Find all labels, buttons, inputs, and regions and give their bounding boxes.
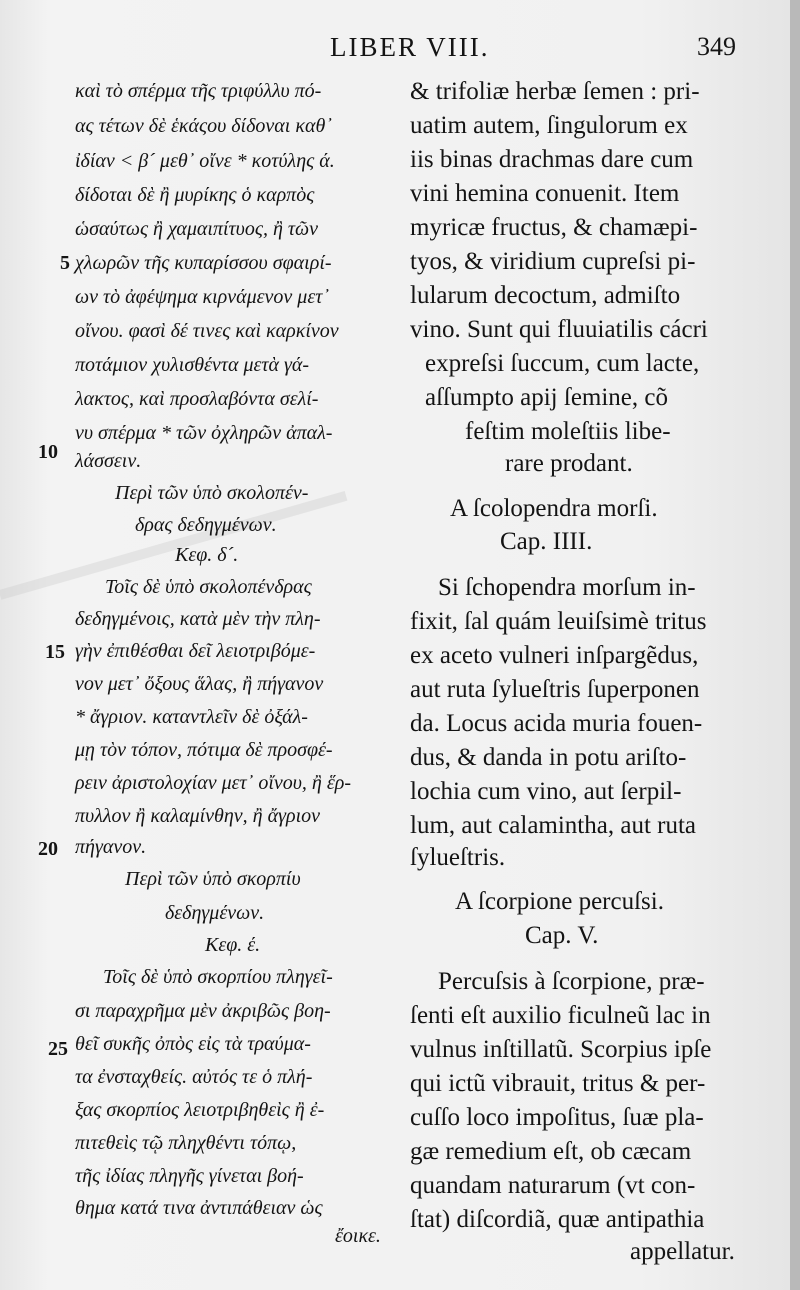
greek-line: δεδηγμένοις, κατὰ μὲν τὴν πλη- — [75, 608, 321, 630]
greek-line: χλωρῶν τῆς κυπαρίσσου σφαιρί- — [75, 252, 332, 274]
latin-line: vini hemina conuenit. Item — [410, 180, 680, 207]
greek-line: τῆς ἰδίας πληγῆς γίνεται βοή- — [75, 1165, 304, 1187]
latin-line: quandam naturarum (vt con- — [410, 1172, 696, 1199]
latin-line: vulnus inſtillatũ. Scorpius ipſe — [410, 1036, 712, 1063]
greek-line: * ἄγριον. καταντλεῖν δὲ ὀξάλ- — [75, 706, 308, 728]
latin-line: da. Locus acida muria fouen- — [410, 710, 703, 737]
latin-chapter-number: Cap. V. — [525, 922, 599, 949]
greek-line: θεῖ συκῆς ὀπὸς εἰς τὰ τραύμα- — [75, 1033, 311, 1055]
greek-line: τα ἐνσταχθείς. αὐτός τε ὁ πλή- — [75, 1066, 313, 1088]
latin-line: ſtat) diſcordiã, quæ antipathia — [410, 1206, 705, 1233]
greek-line: θημα κατά τινα ἀντιπάθειαν ὡς — [75, 1197, 323, 1219]
greek-chapter-number: Κεφ. έ. — [205, 934, 261, 956]
greek-line: ξας σκορπίος λειοτριβηθεὶς ἢ ἐ- — [75, 1099, 325, 1121]
greek-line: γὴν ἐπιθέσθαι δεῖ λειοτριβόμε- — [75, 640, 316, 662]
greek-chapter-title: Περὶ τῶν ὑπὸ σκολοπέν- — [115, 482, 309, 504]
latin-chapter-number: Cap. IIII. — [500, 528, 593, 555]
line-number: 5 — [60, 252, 70, 274]
latin-line: lularum decoctum, admiſto — [410, 282, 681, 309]
greek-chapter-title: δεδηγμένων. — [165, 902, 265, 924]
latin-line: appellatur. — [630, 1238, 735, 1265]
line-number: 20 — [38, 838, 58, 860]
page-header — [0, 28, 800, 68]
line-number: 25 — [48, 1038, 68, 1060]
latin-line: Percuſsis à ſcorpione, præ- — [438, 968, 705, 995]
greek-line: πιτεθεὶς τῷ πληχθέντι τόπῳ, — [75, 1132, 297, 1154]
greek-chapter-number: Κεφ. δ´. — [175, 544, 239, 566]
greek-line: οἴνου. φασὶ δέ τινες καὶ καρκίνον — [75, 320, 339, 342]
latin-line: gæ remedium eſt, ob cæcam — [410, 1138, 692, 1165]
latin-line: ſylueſtris. — [410, 844, 506, 871]
line-number: 10 — [38, 441, 58, 463]
latin-line: lum, aut calamintha, aut ruta — [410, 812, 697, 839]
greek-line: Τοῖς δὲ ὑπὸ σκορπίου πληγεῖ- — [103, 966, 333, 988]
latin-line: cuſſo loco impoſitus, ſuæ pla- — [410, 1104, 704, 1131]
greek-line: πήγανον. — [75, 836, 147, 858]
greek-chapter-title: Περὶ τῶν ὑπὸ σκορπίυ — [125, 868, 301, 890]
latin-line: ſenti eſt auxilio ficulneũ lac in — [410, 1002, 711, 1029]
latin-line: uatim autem, ſingulorum ex — [410, 112, 688, 139]
latin-chapter-title: A ſcolopendra morſi. — [450, 495, 658, 522]
latin-line: aut ruta ſylueſtris ſuperponen — [410, 676, 700, 703]
greek-line: ἰδίαν < β´ μεθ᾽ οἴνε * κοτύλης ά. — [75, 150, 335, 172]
greek-line: δίδοται δὲ ἢ μυρίκης ὁ καρπὸς — [75, 184, 315, 206]
latin-line: rare prodant. — [505, 450, 633, 477]
page-number: 349 — [697, 32, 736, 61]
greek-line: λάσσειν. — [75, 450, 142, 472]
greek-line: ας τέτων δὲ ἑκάςου δίδοναι καθ᾽ — [75, 115, 332, 137]
greek-line: ἔοικε. — [335, 1225, 381, 1247]
latin-line: tyos, & viridium cupreſsi pi- — [410, 248, 696, 275]
latin-line: dus, & danda in potu ariſto- — [410, 744, 687, 771]
greek-line: Τοῖς δὲ ὑπὸ σκολοπένδρας — [105, 576, 312, 598]
greek-line: ὡσαύτως ἢ χαμαιπίτυος, ἢ τῶν — [75, 218, 319, 240]
greek-line: μῃ τὸν τόπον, πότιμα δὲ προσφέ- — [75, 739, 333, 761]
greek-line: σι παραχρῆμα μὲν ἀκριβῶς βοη- — [75, 1000, 331, 1022]
latin-line: & trifoliæ herbæ ſemen : pri- — [410, 78, 700, 105]
greek-line: νυ σπέρμα * τῶν ὀχληρῶν ἀπαλ- — [75, 422, 333, 444]
greek-line: λακτος, καὶ προσλαβόντα σελί- — [75, 388, 319, 410]
latin-line: iis binas drachmas dare cum — [410, 146, 694, 173]
greek-line: ρειν ἀριστολοχίαν μετ᾽ οἴνου, ἢ ἕρ- — [75, 772, 351, 794]
greek-chapter-title: δρας δεδηγμένων. — [135, 514, 277, 536]
greek-line: ων τὸ ἀφέψημα κιρνάμενον μετ᾽ — [75, 286, 330, 308]
line-number: 15 — [45, 641, 65, 663]
running-head: LIBER VIII. — [330, 32, 490, 62]
latin-line: Si ſchopendra morſum in- — [438, 574, 696, 601]
latin-line: fixit, ſal quám leuiſsimè tritus — [410, 608, 707, 635]
latin-line: myricæ fructus, & chamæpi- — [410, 214, 698, 241]
latin-line: vino. Sunt qui fluuiatilis cácri — [410, 316, 708, 343]
latin-line: expreſsi ſuccum, cum lacte, — [425, 350, 700, 377]
latin-line: feſtim moleſtiis libe- — [465, 418, 671, 445]
greek-line: νον μετ᾽ ὄξους ἅλας, ἢ πήγανον — [75, 673, 324, 695]
greek-line: ποτάμιον χυλισθέντα μετὰ γά- — [75, 354, 310, 376]
latin-line: aſſumpto apij ſemine, cõ — [425, 384, 668, 411]
greek-line: πυλλον ἢ καλαμίνθην, ἢ ἄγριον — [75, 805, 321, 827]
latin-chapter-title: A ſcorpione percuſsi. — [455, 888, 664, 915]
page-edge-shadow — [790, 0, 800, 1290]
greek-line: καὶ τὸ σπέρμα τῆς τριφύλλυ πό- — [75, 80, 322, 102]
latin-line: qui ictũ vibrauit, tritus & per- — [410, 1070, 706, 1097]
latin-line: lochia cum vino, aut ſerpil- — [410, 778, 682, 805]
latin-line: ex aceto vulneri inſpargẽdus, — [410, 642, 699, 669]
